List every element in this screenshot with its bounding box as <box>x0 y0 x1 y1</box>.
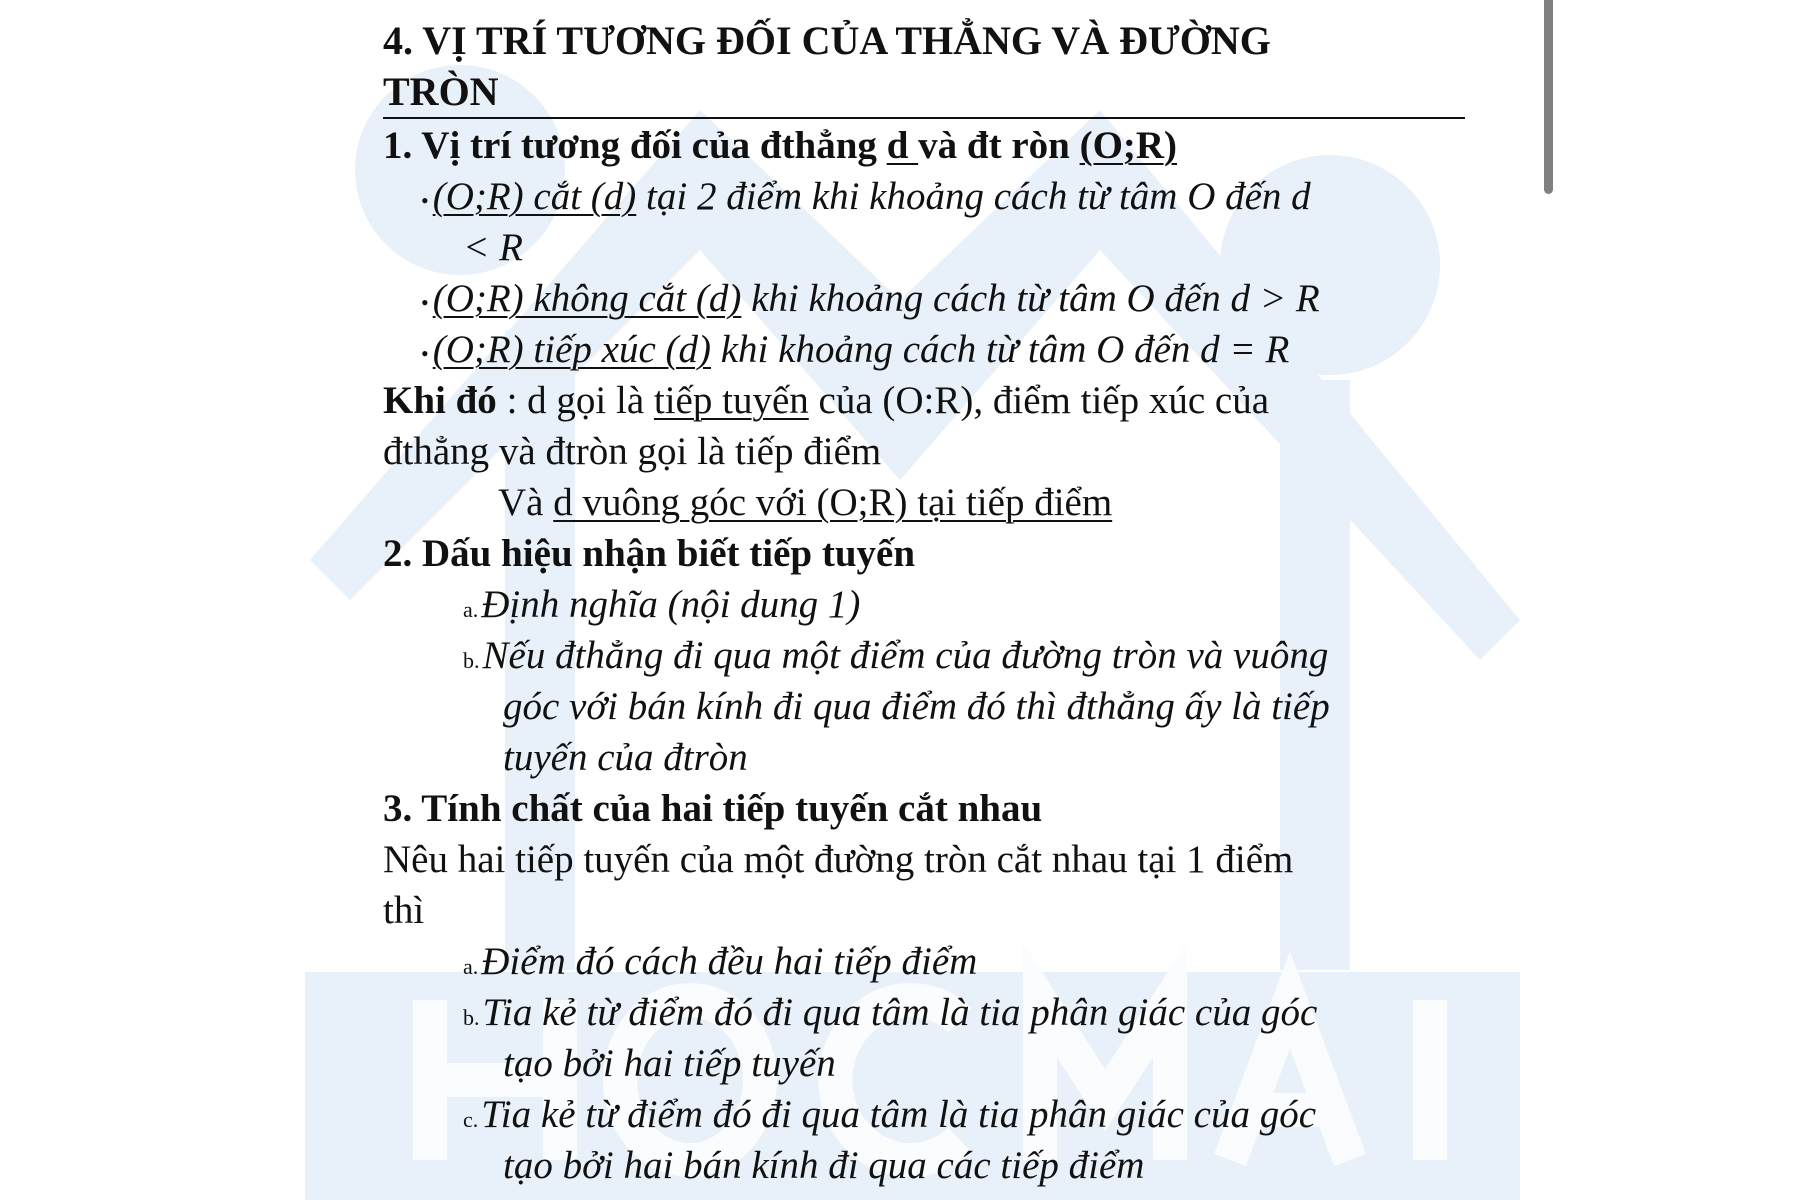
list-label: b. <box>463 1005 480 1030</box>
title-rule <box>383 117 1465 119</box>
list-label: a. <box>463 597 479 622</box>
list-item-cont: tuyến của đtròn <box>503 736 748 779</box>
text: : d gọi là <box>496 379 654 422</box>
list-item-cont: góc với bán kính đi qua điểm đó thì đthẳng ấy là tiếp <box>503 685 1330 728</box>
text: d vuông góc với (O;R) tại tiếp điểm <box>553 481 1113 524</box>
section-1-heading <box>383 120 1473 171</box>
list-label: b. <box>463 648 480 673</box>
text: của (O:R), điểm tiếp xúc của <box>808 379 1270 422</box>
list-item-cont: tạo bởi hai tiếp tuyến <box>503 1042 836 1085</box>
scrollbar-thumb[interactable] <box>1544 0 1553 194</box>
bullet-item <box>383 171 1473 222</box>
page-title: 4. VỊ TRÍ TƯƠNG ĐỐI CỦA THẲNG VÀ ĐƯỜNG <box>383 18 1271 63</box>
list-item-cont: tạo bởi hai bán kính đi qua các tiếp điểm <box>503 1144 1145 1187</box>
text: 1. Vị trí tương đối của đthẳng <box>383 124 887 167</box>
text: tại 2 điểm khi khoảng cách từ tâm O đến d <box>636 175 1311 218</box>
text: tiếp tuyến <box>653 379 809 422</box>
list-item <box>383 987 1473 1038</box>
list-item <box>383 936 1473 987</box>
text: d <box>886 124 919 167</box>
text: (O;R) cắt (d) <box>432 175 637 218</box>
bullet-icon: • <box>421 289 429 315</box>
list-label: a. <box>463 954 479 979</box>
bullet-icon: • <box>421 340 429 366</box>
text: Điểm đó cách đều hai tiếp điểm <box>481 940 978 983</box>
text: (O;R) tiếp xúc (d) <box>432 328 711 371</box>
bullet-item <box>383 273 1473 324</box>
text: Tia kẻ từ điểm đó đi qua tâm là tia phân giác của góc <box>482 991 1318 1034</box>
text: khi khoảng cách từ tâm O đến d = R <box>710 328 1290 371</box>
list-label: c. <box>463 1107 479 1132</box>
text: Nếu đthẳng đi qua một điểm của đường tròn và vuông <box>482 634 1329 677</box>
page-title-cont: TRÒN <box>383 69 499 114</box>
section-3-intro-cont: thì <box>383 889 425 932</box>
bullet-item-cont: < R <box>463 226 523 269</box>
section-3-heading: 3. Tính chất của hai tiếp tuyến cắt nhau <box>383 787 1043 830</box>
list-item <box>383 579 1473 630</box>
text: Và <box>498 481 554 524</box>
text: Khi đó <box>383 379 497 422</box>
khi-do-line-3 <box>383 477 1473 528</box>
text: Tia kẻ từ điểm đó đi qua tâm là tia phân giác của góc <box>481 1093 1317 1136</box>
section-2-heading: 2. Dấu hiệu nhận biết tiếp tuyến <box>383 532 916 575</box>
list-item <box>383 1089 1473 1140</box>
text: Định nghĩa (nội dung 1) <box>481 583 861 626</box>
text: khi khoảng cách từ tâm O đến d > R <box>741 277 1320 320</box>
list-item <box>383 630 1473 681</box>
bullet-icon: • <box>421 187 429 213</box>
document-page <box>383 15 1473 1191</box>
section-3-intro: Nêu hai tiếp tuyến của một đường tròn cắt nhau tại 1 điểm <box>383 838 1294 881</box>
khi-do-paragraph <box>383 375 1473 426</box>
bullet-item <box>383 324 1473 375</box>
text: và đt ròn <box>918 124 1080 167</box>
khi-do-line-2: đthẳng và đtròn gọi là tiếp điểm <box>383 430 882 473</box>
text: (O;R) <box>1079 124 1178 167</box>
text: (O;R) không cắt (d) <box>432 277 742 320</box>
